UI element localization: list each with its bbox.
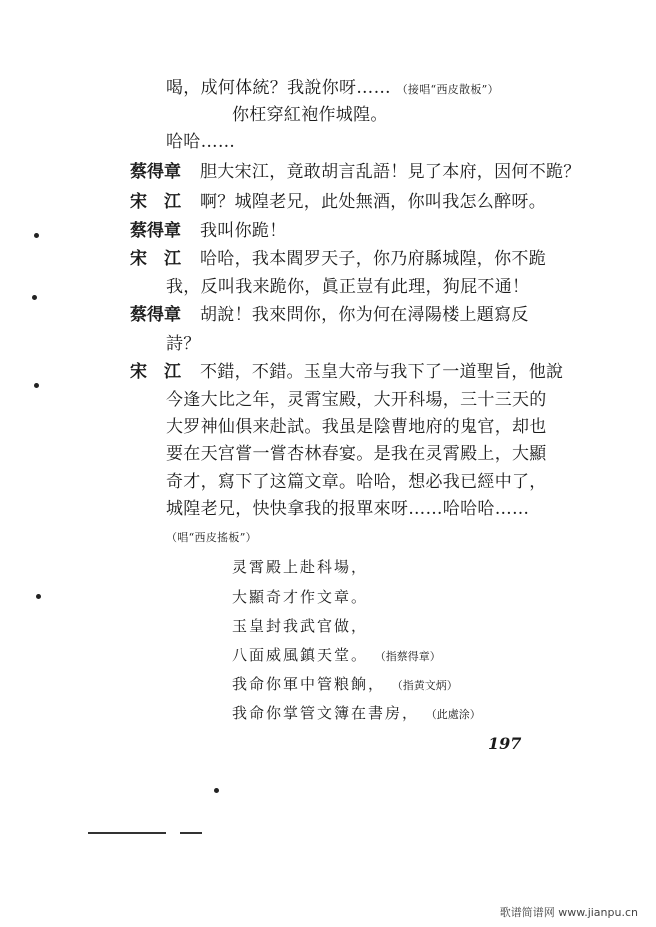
verse-line: 玉皇封我武官做， xyxy=(232,617,369,635)
speaker-label: 宋 江 xyxy=(130,362,181,382)
scan-line xyxy=(180,832,202,834)
stage-direction: （指黄文炳） xyxy=(391,679,458,692)
verse-line: 八面威風鎮天堂。 （指蔡得章） xyxy=(232,646,441,664)
text-line: 你枉穿紅袍作城隍。 xyxy=(232,105,388,125)
text-line: 要在天宫嘗一嘗杏林春宴。是我在灵霄殿上，大顯 xyxy=(166,444,547,464)
text-line: 哈哈…… xyxy=(166,132,236,152)
page-number: 197 xyxy=(488,734,522,753)
scan-speck xyxy=(32,295,37,300)
scan-speck xyxy=(36,594,41,599)
text-line: 大罗神仙俱来赴試。我虽是陰曹地府的鬼官，却也 xyxy=(166,417,547,437)
scan-line xyxy=(88,832,166,834)
watermark: 歌谱简谱网 www.jianpu.cn xyxy=(499,906,638,919)
verse-line: 我命你軍中管粮餉， （指黄文炳） xyxy=(232,675,458,693)
scan-speck xyxy=(34,383,39,388)
text-line: 奇才，寫下了这篇文章。哈哈，想必我已經中了， xyxy=(166,472,547,492)
text-line: 喝，成何体統？我說你呀…… （接唱“西皮散板”） xyxy=(166,78,499,98)
speaker-label: 宋 江 xyxy=(130,249,181,269)
text-line: 我，反叫我来跪你，眞正豈有此理，狗屁不通！ xyxy=(166,277,530,297)
text-line: 啊？城隍老兄，此处無酒，你叫我怎么醉呀。 xyxy=(200,192,546,212)
stage-direction: （此處涂） xyxy=(425,708,481,721)
verse-line: 大顯奇才作文章。 xyxy=(232,588,369,606)
speaker-label: 宋 江 xyxy=(130,192,181,212)
speaker-label: 蔡得章 xyxy=(130,221,181,241)
verse-line: 灵霄殿上赴科場， xyxy=(232,558,369,576)
stage-direction: （唱“西皮搖板”） xyxy=(166,531,257,544)
text-line: 城隍老兄，快快拿我的报單來呀……哈哈哈…… xyxy=(166,499,530,519)
scan-speck xyxy=(34,233,39,238)
text-line: 不錯，不錯。玉皇大帝与我下了一道聖旨，他說 xyxy=(200,362,564,382)
speaker-label: 蔡得章 xyxy=(130,305,181,325)
speaker-label: 蔡得章 xyxy=(130,162,181,182)
text-line: 今逢大比之年，灵霄宝殿，大开科場，三十三天的 xyxy=(166,390,547,410)
text-line: 我叫你跪！ xyxy=(200,221,287,241)
verse-line: 我命你掌管文簿在書房， （此處涂） xyxy=(232,704,481,722)
stage-direction: （接唱“西皮散板”） xyxy=(396,83,499,96)
text-line: 胡說！我來問你，你为何在潯陽楼上題寫反 xyxy=(200,305,529,325)
text-line: 胆大宋江，竟敢胡言乱語！見了本府，因何不跪？ xyxy=(200,162,581,182)
text-line: 詩？ xyxy=(166,334,201,354)
scan-speck xyxy=(214,788,219,793)
text-line: 哈哈，我本閻罗天子，你乃府縣城隍，你不跪 xyxy=(200,249,546,269)
stage-direction: （指蔡得章） xyxy=(374,650,441,663)
